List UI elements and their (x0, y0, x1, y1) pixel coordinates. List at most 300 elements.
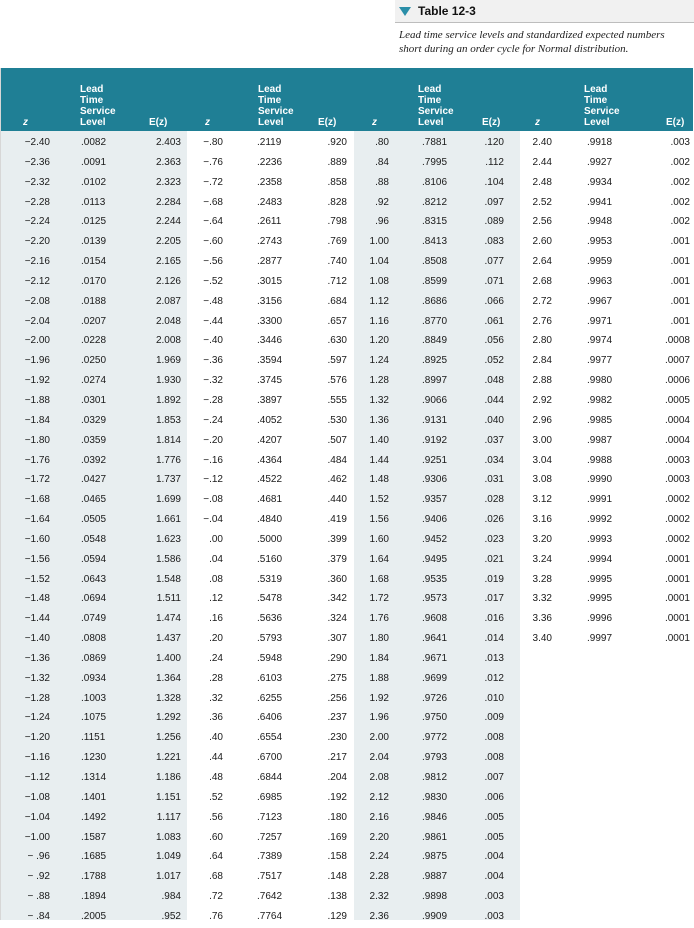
table-row (354, 412, 520, 432)
cell-z: 2.04 (369, 752, 389, 764)
cell-ez: 1.117 (156, 811, 181, 823)
cell-service-level: .9066 (422, 394, 448, 406)
header-line: Service (584, 106, 620, 117)
column-header (1, 68, 187, 131)
cell-ez: 2.244 (155, 216, 181, 228)
cell-z: 3.36 (532, 613, 552, 625)
cell-service-level: .9980 (587, 375, 613, 387)
table-row (187, 233, 354, 253)
cell-service-level: .3156 (257, 295, 283, 307)
cell-z: −1.60 (24, 533, 50, 545)
table-row (187, 412, 354, 432)
table-row (354, 491, 520, 511)
cell-ez: .769 (327, 236, 347, 248)
cell-ez: .419 (327, 514, 347, 526)
table-row (354, 749, 520, 769)
header-line: Level (418, 117, 444, 128)
cell-service-level: .8686 (422, 295, 448, 307)
cell-z: 2.80 (532, 335, 552, 347)
cell-ez: .307 (327, 633, 347, 645)
cell-z: 1.64 (369, 553, 389, 565)
cell-ez: 1.511 (156, 593, 181, 605)
header-lead-time-service-level (418, 84, 454, 128)
table-row (1, 491, 187, 511)
header-line: Service (258, 106, 294, 117)
cell-z: −1.64 (24, 514, 50, 526)
cell-ez: .097 (484, 196, 504, 208)
cell-service-level: .2877 (257, 256, 283, 268)
cell-service-level: .2236 (257, 156, 283, 168)
cell-z: 1.00 (369, 236, 389, 248)
table-row (520, 372, 693, 392)
cell-z: 1.72 (369, 593, 389, 605)
cell-service-level: .9573 (422, 593, 448, 605)
table-row (354, 729, 520, 749)
cell-z: −2.40 (24, 137, 50, 148)
table-row (187, 174, 354, 194)
table-row (354, 709, 520, 729)
cell-service-level: .7257 (257, 831, 283, 843)
cell-ez: .920 (327, 137, 347, 148)
table-row (520, 471, 693, 491)
cell-z: .88 (375, 176, 389, 188)
cell-ez: .952 (161, 910, 181, 922)
cell-service-level: .4522 (257, 474, 283, 486)
cell-ez: .001 (670, 315, 690, 327)
cell-ez: .275 (327, 672, 347, 684)
table-row (1, 749, 187, 769)
header-line: Level (584, 117, 610, 128)
cell-z: .32 (209, 692, 223, 704)
table-row (354, 888, 520, 908)
table-row (354, 829, 520, 849)
cell-service-level: .8212 (422, 196, 448, 208)
table-caption (395, 0, 694, 68)
cell-ez: .192 (327, 791, 347, 803)
table-row (520, 551, 693, 571)
cell-service-level: .9750 (422, 712, 448, 724)
cell-z: −.72 (203, 176, 223, 188)
cell-ez: 2.323 (155, 176, 181, 188)
table-row (354, 670, 520, 690)
cell-service-level: .3300 (257, 315, 283, 327)
cell-service-level: .9971 (587, 315, 613, 327)
cell-ez: 1.364 (155, 672, 181, 684)
cell-service-level: .9991 (587, 494, 613, 506)
cell-z: 3.28 (532, 573, 552, 585)
header-line: Service (80, 106, 116, 117)
cell-z: 1.28 (369, 375, 389, 387)
table-row (520, 194, 693, 214)
cell-ez: .138 (327, 891, 347, 903)
table-row (1, 789, 187, 809)
table-row (354, 809, 520, 829)
cell-service-level: .9934 (587, 176, 613, 188)
table-row (187, 471, 354, 491)
table-row (1, 213, 187, 233)
table-row (187, 511, 354, 531)
cell-service-level: .8925 (422, 355, 448, 367)
cell-z: −.08 (203, 494, 223, 506)
cell-service-level: .1401 (81, 791, 107, 803)
table-row (1, 868, 187, 888)
cell-ez: .440 (327, 494, 347, 506)
cell-service-level: .9887 (422, 871, 448, 883)
cell-ez: .530 (327, 414, 347, 426)
header-line: Time (258, 95, 282, 106)
cell-z: −1.72 (24, 474, 50, 486)
table-row (1, 412, 187, 432)
lead-time-table (0, 68, 693, 920)
table-row (1, 829, 187, 849)
table-row (1, 134, 187, 154)
table-title: Table 12-3 (418, 4, 476, 18)
cell-service-level: .9927 (587, 156, 613, 168)
cell-ez: .360 (327, 573, 347, 585)
cell-z: 2.68 (532, 275, 552, 287)
cell-ez: 2.284 (155, 196, 181, 208)
cell-ez: .001 (670, 236, 690, 248)
cell-ez: 1.221 (155, 752, 181, 764)
cell-service-level: .8315 (422, 216, 448, 228)
cell-ez: 1.474 (155, 613, 181, 625)
table-row (520, 313, 693, 333)
table-row (520, 332, 693, 352)
cell-z: −.64 (203, 216, 223, 228)
table-row (1, 332, 187, 352)
cell-service-level: .9406 (422, 514, 448, 526)
cell-ez: .597 (327, 355, 347, 367)
cell-ez: .0007 (664, 355, 690, 367)
cell-service-level: .9977 (587, 355, 613, 367)
table-row (354, 313, 520, 333)
cell-z: 2.40 (532, 137, 552, 148)
header-ez: E(z) (149, 117, 168, 128)
cell-z: −.68 (203, 196, 223, 208)
cell-ez: 1.737 (155, 474, 181, 486)
cell-service-level: .0082 (81, 137, 107, 148)
cell-ez: 2.048 (155, 315, 181, 327)
cell-ez: 1.623 (155, 533, 181, 545)
cell-service-level: .9699 (422, 672, 448, 684)
cell-z: −2.16 (24, 256, 50, 268)
cell-service-level: .9974 (587, 335, 613, 347)
cell-z: 2.16 (369, 811, 389, 823)
cell-service-level: .0139 (81, 236, 107, 248)
cell-service-level: .9830 (422, 791, 448, 803)
cell-ez: .0001 (664, 553, 690, 565)
triangle-marker-icon (399, 7, 411, 16)
cell-z: 1.68 (369, 573, 389, 585)
cell-ez: .003 (670, 137, 690, 148)
cell-ez: .576 (327, 375, 347, 387)
header-z: z (535, 117, 540, 128)
cell-ez: .507 (327, 434, 347, 446)
cell-z: 2.32 (369, 891, 389, 903)
cell-ez: .066 (484, 295, 504, 307)
table-row (187, 432, 354, 452)
cell-ez: .061 (484, 315, 504, 327)
cell-z: −1.88 (24, 394, 50, 406)
cell-service-level: .0808 (81, 633, 107, 645)
table-row (354, 908, 520, 928)
cell-ez: .048 (484, 375, 504, 387)
cell-service-level: .7517 (257, 871, 283, 883)
cell-service-level: .5000 (257, 533, 283, 545)
cell-service-level: .4207 (257, 434, 283, 446)
table-row (520, 134, 693, 154)
cell-z: −1.92 (24, 375, 50, 387)
cell-ez: .040 (484, 414, 504, 426)
cell-z: −.12 (203, 474, 223, 486)
table-row (1, 888, 187, 908)
cell-z: −1.20 (24, 732, 50, 744)
cell-service-level: .9875 (422, 851, 448, 863)
cell-ez: .001 (670, 275, 690, 287)
cell-service-level: .0274 (81, 375, 107, 387)
cell-ez: 1.151 (155, 791, 181, 803)
cell-z: 2.84 (532, 355, 552, 367)
cell-z: 2.28 (369, 871, 389, 883)
cell-z: 1.80 (369, 633, 389, 645)
cell-z: −1.00 (24, 831, 50, 843)
cell-ez: .005 (484, 811, 504, 823)
cell-z: 1.40 (369, 434, 389, 446)
cell-service-level: .2611 (257, 216, 282, 228)
table-row (1, 452, 187, 472)
table-row (187, 888, 354, 908)
cell-service-level: .3015 (257, 275, 283, 287)
table-row (1, 590, 187, 610)
cell-service-level: .6406 (257, 712, 283, 724)
table-row (1, 809, 187, 829)
cell-z: −1.80 (24, 434, 50, 446)
cell-z: .44 (209, 752, 223, 764)
table-row (187, 769, 354, 789)
cell-ez: .0004 (664, 434, 690, 446)
cell-service-level: .3897 (257, 394, 283, 406)
cell-z: 3.40 (532, 633, 552, 645)
cell-z: 1.56 (369, 514, 389, 526)
cell-service-level: .7764 (257, 910, 283, 922)
cell-ez: .889 (327, 156, 347, 168)
cell-service-level: .4052 (257, 414, 283, 426)
table-row (187, 590, 354, 610)
header-z: z (23, 117, 28, 128)
cell-service-level: .2358 (257, 176, 283, 188)
table-row (187, 670, 354, 690)
cell-service-level: .0091 (81, 156, 107, 168)
cell-service-level: .0359 (81, 434, 107, 446)
cell-service-level: .0934 (81, 672, 107, 684)
cell-ez: .008 (484, 732, 504, 744)
cell-service-level: .9726 (422, 692, 448, 704)
header-line: Time (584, 95, 608, 106)
cell-z: .72 (209, 891, 223, 903)
cell-z: −2.32 (24, 176, 50, 188)
cell-ez: 2.205 (155, 236, 181, 248)
table-row (1, 471, 187, 491)
table-row (187, 809, 354, 829)
cell-ez: .129 (327, 910, 347, 922)
cell-z: −1.08 (24, 791, 50, 803)
table-row (354, 610, 520, 630)
cell-z: −2.08 (24, 295, 50, 307)
cell-ez: .230 (327, 732, 347, 744)
cell-z: .76 (209, 910, 223, 922)
cell-z: 2.96 (532, 414, 552, 426)
cell-ez: 1.328 (155, 692, 181, 704)
header-line: Lead (418, 84, 442, 95)
cell-service-level: .5160 (257, 553, 283, 565)
cell-ez: .148 (327, 871, 347, 883)
cell-service-level: .9963 (587, 275, 613, 287)
cell-ez: 1.776 (155, 454, 181, 466)
cell-service-level: .7642 (257, 891, 283, 903)
cell-z: .92 (375, 196, 389, 208)
cell-z: 3.16 (532, 514, 552, 526)
cell-z: −.80 (203, 137, 223, 148)
cell-ez: .017 (484, 593, 504, 605)
cell-service-level: .9131 (422, 414, 448, 426)
table-row (187, 313, 354, 333)
cell-z: −2.04 (24, 315, 50, 327)
header-lead-time-service-level (258, 84, 294, 128)
table-row (354, 134, 520, 154)
cell-ez: .016 (484, 613, 504, 625)
cell-z: −.60 (203, 236, 223, 248)
cell-ez: .0003 (664, 474, 690, 486)
table-row (187, 194, 354, 214)
cell-service-level: .9993 (587, 533, 613, 545)
cell-z: 3.04 (532, 454, 552, 466)
cell-z: .36 (209, 712, 223, 724)
cell-service-level: .5636 (257, 613, 283, 625)
cell-ez: .0002 (664, 514, 690, 526)
cell-ez: 1.586 (155, 553, 181, 565)
cell-z: 1.12 (369, 295, 389, 307)
table-row (187, 571, 354, 591)
cell-service-level: .3745 (257, 375, 283, 387)
table-row (520, 233, 693, 253)
cell-ez: .044 (484, 394, 504, 406)
header-ez: E(z) (318, 117, 337, 128)
cell-ez: .555 (327, 394, 347, 406)
cell-ez: .077 (484, 256, 504, 268)
cell-z: 1.84 (369, 652, 389, 664)
cell-service-level: .0594 (81, 553, 107, 565)
cell-ez: .012 (484, 672, 504, 684)
table-row (1, 690, 187, 710)
header-line: Level (80, 117, 106, 128)
cell-z: −1.96 (24, 355, 50, 367)
cell-z: 1.88 (369, 672, 389, 684)
table-description-line-2: short during an order cycle for Normal distribution. (399, 43, 629, 55)
cell-z: −.04 (203, 514, 223, 526)
cell-ez: 1.969 (155, 355, 181, 367)
cell-service-level: .9987 (587, 434, 613, 446)
cell-ez: .256 (327, 692, 347, 704)
cell-ez: .037 (484, 434, 504, 446)
cell-service-level: .3446 (257, 335, 283, 347)
cell-z: 2.44 (532, 156, 552, 168)
cell-ez: 2.363 (155, 156, 181, 168)
cell-service-level: .0102 (81, 176, 107, 188)
cell-z: .48 (209, 772, 223, 783)
table-row (354, 352, 520, 372)
cell-z: 2.76 (532, 315, 552, 327)
cell-ez: .004 (484, 871, 504, 883)
cell-z: 1.76 (369, 613, 389, 625)
cell-service-level: .8413 (422, 236, 448, 248)
cell-service-level: .2119 (257, 137, 282, 148)
header-line: Lead (80, 84, 104, 95)
cell-z: 1.60 (369, 533, 389, 545)
header-lead-time-service-level (80, 84, 116, 128)
table-row (187, 392, 354, 412)
table-row (1, 293, 187, 313)
cell-service-level: .9953 (587, 236, 613, 248)
table-column-group (187, 68, 354, 920)
cell-z: −.16 (203, 454, 223, 466)
table-row (354, 511, 520, 531)
cell-z: − .84 (27, 910, 50, 922)
cell-z: −.40 (203, 335, 223, 347)
table-row (1, 729, 187, 749)
cell-service-level: .1230 (81, 752, 107, 764)
table-row (187, 729, 354, 749)
cell-z: 1.16 (369, 315, 389, 327)
column-header (187, 68, 354, 131)
table-row (520, 452, 693, 472)
table-row (187, 848, 354, 868)
cell-z: .68 (209, 871, 223, 883)
column-header (520, 68, 693, 131)
table-row (354, 452, 520, 472)
cell-ez: .052 (484, 355, 504, 367)
cell-service-level: .0869 (81, 652, 107, 664)
cell-z: −1.16 (24, 752, 50, 764)
table-row (187, 630, 354, 650)
cell-service-level: .9992 (587, 514, 613, 526)
table-row (520, 273, 693, 293)
cell-ez: 1.292 (155, 712, 181, 724)
table-row (354, 213, 520, 233)
cell-ez: .630 (327, 335, 347, 347)
table-row (187, 650, 354, 670)
cell-z: 1.48 (369, 474, 389, 486)
cell-ez: .712 (327, 275, 347, 287)
header-lead-time-service-level (584, 84, 620, 128)
cell-ez: .484 (327, 454, 347, 466)
table-row (354, 789, 520, 809)
cell-z: 2.64 (532, 256, 552, 268)
header-ez: E(z) (666, 117, 685, 128)
cell-service-level: .7389 (257, 851, 283, 863)
column-header (354, 68, 520, 131)
table-row (520, 531, 693, 551)
cell-service-level: .9996 (587, 613, 613, 625)
table-row (187, 690, 354, 710)
cell-ez: .003 (484, 891, 504, 903)
cell-z: 2.00 (369, 732, 389, 744)
cell-z: −.52 (203, 275, 223, 287)
cell-service-level: .9909 (422, 910, 448, 922)
cell-service-level: .0329 (81, 414, 107, 426)
table-row (354, 154, 520, 174)
table-row (1, 650, 187, 670)
table-row (1, 511, 187, 531)
